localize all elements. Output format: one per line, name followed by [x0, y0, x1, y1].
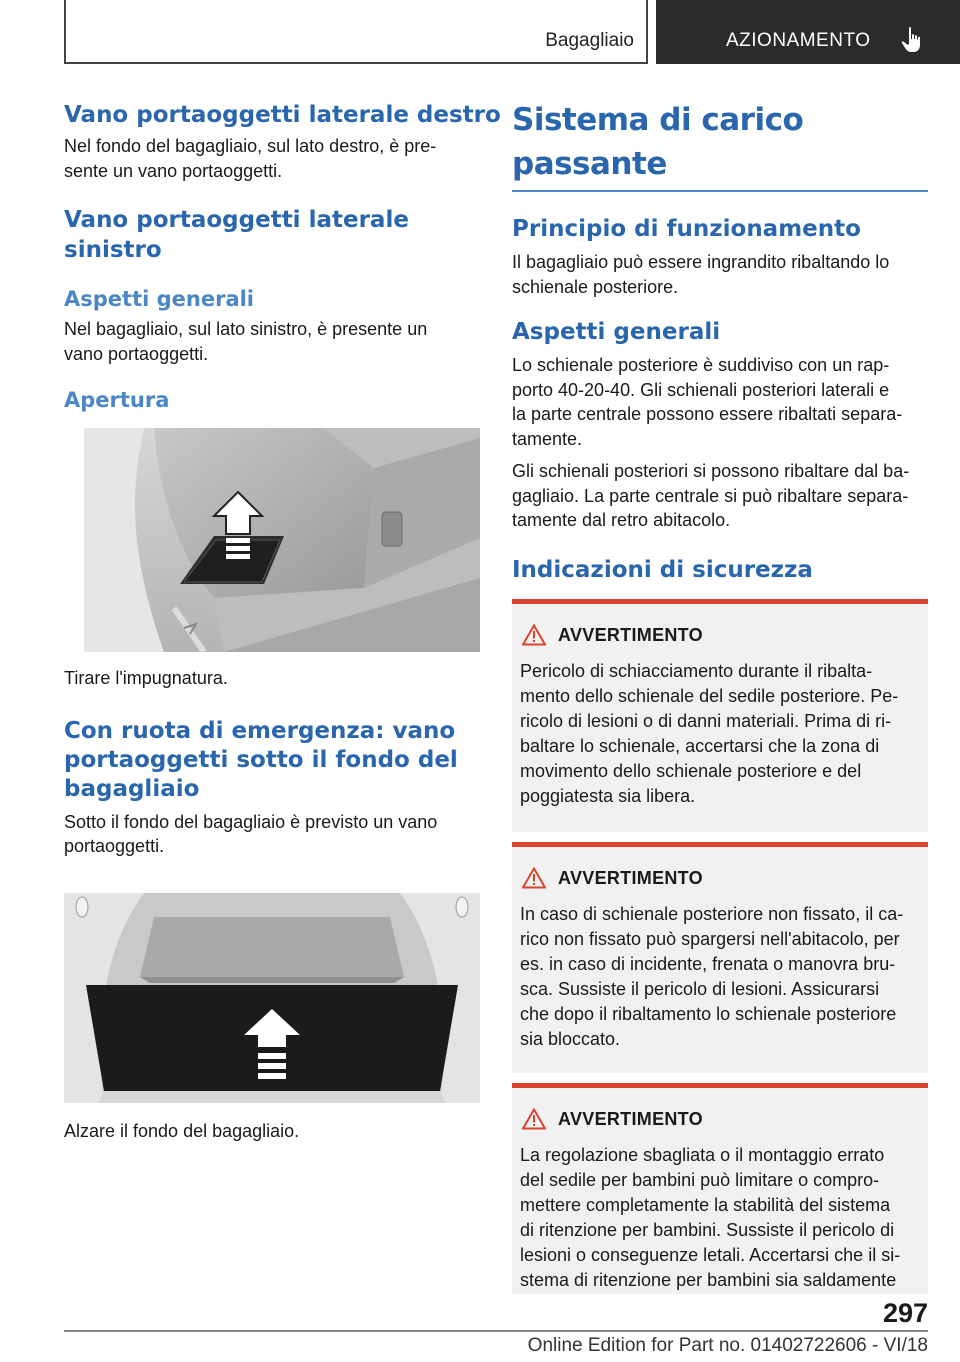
text-principle: Il bagagliaio può essere ingrandito ribaltando lo schienale posteriore. [512, 252, 890, 297]
header-section-box [64, 0, 648, 64]
hand-pointer-icon [900, 26, 926, 54]
side-storage-illustration [64, 428, 480, 652]
warning-title-2: AVVERTIMENTO [558, 867, 703, 888]
warning-box-2 [512, 842, 928, 1073]
warning-text-3: La regolazione sbagliata o il montaggio errato del sedile per bambini può limitare o compro- mettere completamente la stabilità del sistema di ritenzione per bambini. Sussiste il pericolo di lesioni o conseguenze letali. Accertarsi che il si- stema di ritenzione per bambini sia saldamente [520, 1144, 901, 1290]
footer-edition: Online Edition for Part no. 01402722606 - VI/18 [527, 1335, 928, 1356]
heading-general-right: Aspetti generali [512, 319, 721, 345]
text-spare-wheel: Sotto il fondo del bagagliaio è previsto un vano portaoggetti. [64, 811, 438, 856]
warning-box-1 [512, 599, 928, 832]
heading-opening: Apertura [64, 388, 170, 412]
warning-box-3 [512, 1083, 928, 1294]
footer-rule [64, 1330, 928, 1332]
text-storage-right: Nel fondo del bagagliaio, sul lato destro, è pre- sente un vano portaoggetti. [64, 136, 437, 181]
header-chapter-box [656, 0, 960, 64]
heading-spare-wheel: Con ruota di emergenza: vano portaoggetti sotto il fondo del bagagliaio [64, 717, 458, 802]
left-column [64, 100, 501, 1143]
warning-triangle-icon [522, 867, 546, 889]
side-storage-photo [64, 428, 480, 652]
warning-text-2: In caso di schienale posteriore non fissato, il ca- rico non fissato può spargersi nell'abitacolo, per es. in caso di incidente, frenata o manovra bru- sca. Sussiste il pericolo di lesioni. Assicurarsi che dopo il ribaltamento lo schienale posteriore sia bloccato. [520, 903, 904, 1049]
warning-text-1: Pericolo di schiacciamento durante il ribalta- mento dello schienale del sedile posteriore. Pe- ricolo di lesioni o di danni materiali. Prima di ri- baltare lo schienale, accertarsi che la zona di movimento dello schienale posteriore e del poggiatesta sia libera. [520, 660, 899, 806]
page-number: 297 [882, 1298, 928, 1328]
caption-pull-handle: Tirare l'impugnatura. [64, 668, 228, 688]
heading-principle: Principio di funzionamento [512, 216, 861, 242]
trunk-floor-photo [64, 887, 480, 1103]
heading-general-left: Aspetti generali [64, 287, 255, 311]
heading-safety: Indicazioni di sicurezza [512, 556, 813, 583]
warning-title-1: AVVERTIMENTO [558, 624, 703, 645]
title-rule [512, 190, 928, 192]
warning-triangle-icon [522, 624, 546, 646]
header-section-title: Bagagliaio [545, 30, 634, 51]
heading-storage-left: Vano portaoggetti laterale sinistro [64, 207, 409, 263]
text-general-1: Lo schienale posteriore è suddiviso con un rap- porto 40-20-40. Gli schienali posteriori laterali e la parte centrale possono essere ribaltati separa- tamente. [512, 355, 903, 449]
text-general-left: Nel bagagliaio, sul lato sinistro, è presente un vano portaoggetti. [64, 319, 428, 364]
caption-lift-floor: Alzare il fondo del bagagliaio. [64, 1120, 300, 1141]
warning-title-3: AVVERTIMENTO [558, 1108, 703, 1129]
section-title: Sistema di carico passante [512, 102, 804, 182]
header-chapter-title: AZIONAMENTO [726, 30, 871, 51]
warning-triangle-icon [522, 1108, 546, 1130]
text-general-2: Gli schienali posteriori si possono ribaltare dal ba- gagliaio. La parte centrale si può ribaltare separa- tamente dal retro abitacolo. [512, 461, 910, 530]
right-column [512, 100, 928, 1294]
heading-storage-right: Vano portaoggetti laterale destro [64, 102, 501, 128]
trunk-floor-illustration [64, 887, 480, 1103]
